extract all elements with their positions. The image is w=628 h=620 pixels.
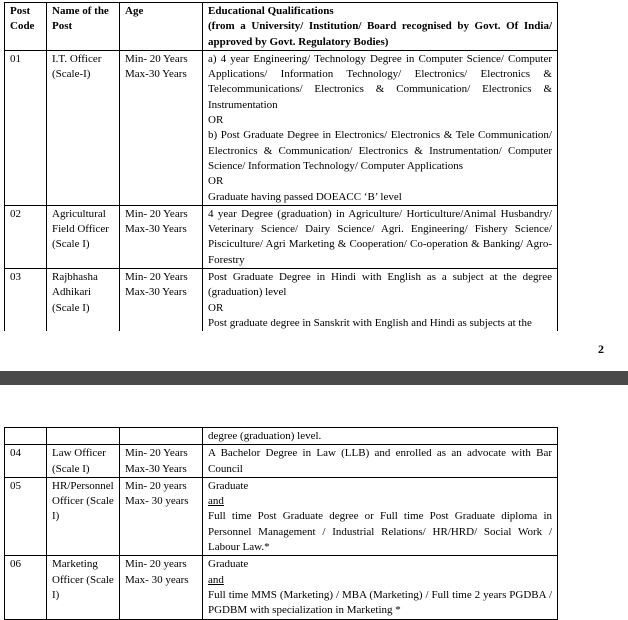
post-code: 05	[5, 477, 47, 555]
qualification-line: OR	[208, 301, 224, 314]
age-range	[120, 556, 203, 619]
qualification-cell	[203, 477, 558, 555]
age-range	[120, 50, 203, 205]
age-max: Max-30 Years	[125, 462, 187, 475]
qualification-line: 4 year Degree (graduation) in Agriculture/ Horticulture/Animal Husbandry/ Veterinary Science/ Dairy Science/ Agri. Engineering/ Fishery Science/ Pisciculture/ Agri Marketing & Cooperation/ Co-operation & Banking/ Agro-Forestry	[208, 207, 552, 266]
qualification-line: Full time MMS (Marketing) / MBA (Marketing) / Full time 2 years PGDBA / PGDBM with specialization in Marketing *	[208, 588, 552, 617]
post-name: HR/Personnel Officer (Scale I)	[47, 477, 120, 555]
age-range	[120, 477, 203, 555]
post-name: Agricultural Field Officer (Scale I)	[47, 205, 120, 268]
age-range	[120, 205, 203, 268]
qualification-line: and	[208, 495, 224, 508]
post-code: 04	[5, 445, 47, 478]
qualification-line: Full time Post Graduate degree or Full time Post Graduate diploma in Personnel Management / Industrial Relations/ HR/HRD/ Social Work / Labour Law.*	[208, 510, 552, 554]
age-range	[120, 269, 203, 332]
age-min: Min- 20 Years	[125, 447, 188, 460]
table-row	[5, 445, 558, 478]
table-row	[5, 205, 558, 268]
age-min: Min- 20 Years	[125, 52, 188, 65]
qualification-line: Post Graduate Degree in Hindi with English as a subject at the degree (graduation) level	[208, 271, 552, 299]
page-separator	[0, 371, 628, 385]
post-code: 01	[5, 50, 47, 205]
qualification-table-page-3	[4, 427, 558, 620]
qualification-cell	[203, 205, 558, 268]
table-header-row	[5, 3, 558, 51]
qualification-cell	[203, 269, 558, 332]
header-age: Age	[120, 3, 203, 51]
table-row	[5, 477, 558, 555]
qualification-line: A Bachelor Degree in Law (LLB) and enrolled as an advocate with Bar Council	[208, 447, 552, 475]
table-row	[5, 50, 558, 205]
age-min: Min- 20 Years	[125, 271, 188, 284]
qualification-line: Graduate	[208, 479, 249, 492]
qualification-line: and	[208, 573, 224, 586]
qualification-line: Graduate having passed DOEACC ‘B’ level	[208, 190, 402, 203]
table-row	[5, 556, 558, 619]
header-edu-subtitle: (from a University/ Institution/ Board recognised by Govt. Of India/ approved by Govt. Regulatory Bodies)	[208, 20, 552, 48]
age-min: Min- 20 Years	[125, 207, 188, 220]
table-row	[5, 269, 558, 332]
qualification-line: b) Post Graduate Degree in Electronics/ Electronics & Tele Communication/ Electronics & Communication/ Electronics & Instrumentation/ Computer Science/ Information Technology/ Computer Applications	[208, 129, 552, 172]
post-name: Rajbhasha Adhikari (Scale I)	[47, 269, 120, 332]
post-code: 03	[5, 269, 47, 332]
post-name: Marketing Officer (Scale I)	[47, 556, 120, 619]
continuation-row	[5, 428, 558, 445]
age-range	[120, 445, 203, 478]
age-max: Max-30 Years	[125, 223, 187, 236]
qualification-line: a) 4 year Engineering/ Technology Degree in Computer Science/ Computer Applications/ Information Technology/ Electronics/ Electronics & Telecommunications/ Electronics & Communication/ Electronics & Instrumentation	[208, 52, 552, 111]
header-educational-qualifications	[203, 3, 558, 51]
qualification-line: Post graduate degree in Sanskrit with English and Hindi as subjects at the	[208, 316, 532, 329]
post-name: I.T. Officer (Scale-I)	[47, 50, 120, 205]
qualification-line: Graduate	[208, 558, 249, 571]
age-max: Max- 30 years	[125, 495, 189, 508]
header-post-code: Post Code	[5, 3, 47, 51]
age-min: Min- 20 years	[125, 558, 187, 571]
qualification-cell	[203, 556, 558, 619]
age-max: Max-30 Years	[125, 286, 187, 299]
header-edu-title: Educational Qualifications	[208, 5, 334, 17]
qualification-line: OR	[208, 175, 224, 188]
post-code: 02	[5, 205, 47, 268]
continuation-text: degree (graduation) level.	[203, 428, 558, 445]
qualification-cell	[203, 50, 558, 205]
qualification-line: OR	[208, 114, 224, 127]
post-code: 06	[5, 556, 47, 619]
qualification-cell	[203, 445, 558, 478]
post-name: Law Officer (Scale I)	[47, 445, 120, 478]
age-max: Max-30 Years	[125, 68, 187, 81]
age-max: Max- 30 years	[125, 573, 189, 586]
qualification-table-page-2	[4, 2, 558, 331]
header-post-name: Name of the Post	[47, 3, 120, 51]
age-min: Min- 20 years	[125, 479, 187, 492]
page-number: 2	[598, 342, 604, 356]
